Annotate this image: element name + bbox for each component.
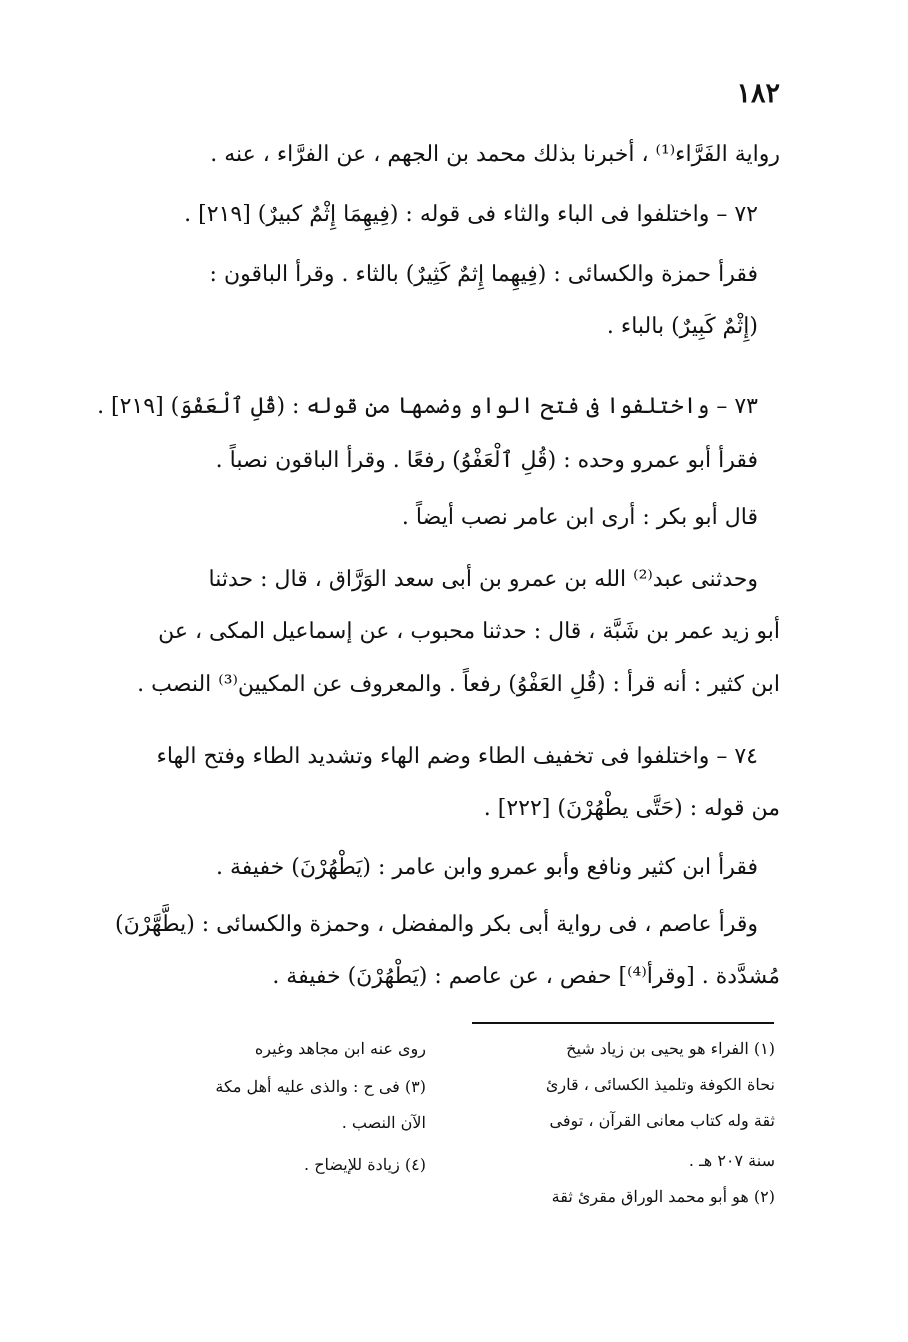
body-line: (إِثْمٌ كَبِيرٌ) بالباء . bbox=[606, 314, 758, 339]
body-line: وحدثنى عبد⁽²⁾ الله بن عمرو بن أبى سعد الوَرَّاق ، قال : حدثنا bbox=[208, 567, 758, 592]
footnote-line: الآن النصب . bbox=[341, 1113, 426, 1132]
footnote-line: (٤) زيادة للإيضاح . bbox=[304, 1155, 426, 1174]
body-line: مُشدَّدة . [وقرأ⁽⁴⁾] حفص ، عن عاصم : (يَطْهُرْنَ) خفيفة . bbox=[272, 964, 780, 989]
footnote-line: (٣) فى ح : والذى عليه أهل مكة bbox=[215, 1077, 426, 1096]
body-line: رواية الفَرَّاء⁽¹⁾ ، أخبرنا بذلك محمد بن الجهم ، عن الفرَّاء ، عنه . bbox=[210, 142, 780, 167]
body-line: ابن كثير : أنه قرأ : (قُلِ العَفْوُ) رفعاً . والمعروف عن المكيين⁽³⁾ النصب . bbox=[137, 672, 780, 697]
footnote-line: سنة ٢٠٧ هـ . bbox=[688, 1151, 775, 1170]
body-line: من قوله : (حَتَّى يطْهُرْنَ) [٢٢٢] . bbox=[483, 796, 780, 821]
body-line: قال أبو بكر : أرى ابن عامر نصب أيضاً . bbox=[401, 505, 758, 530]
body-line: ٧٤ – واختلفوا فى تخفيف الطاء وضم الهاء وتشديد الطاء وفتح الهاء bbox=[156, 744, 758, 769]
body-line: فقرأ حمزة والكسائى : (فِيهِما إِثمٌ كَثِيرٌ) بالثاء . وقرأ الباقون : bbox=[209, 262, 758, 287]
body-line: فقرأ أبو عمرو وحده : (قُلِ ٱلْعَفْوُ) رفعًا . وقرأ الباقون نصباً . bbox=[215, 448, 758, 473]
body-line: وقرأ عاصم ، فى رواية أبى بكر والمفضل ، وحمزة والكسائى : (يطَّهَّرْنَ) bbox=[115, 912, 758, 937]
footnote-line: نحاة الكوفة وتلميذ الكسائى ، قارئ bbox=[545, 1075, 775, 1094]
body-line: فقرأ ابن كثير ونافع وأبو عمرو وابن عامر : (يَطْهُرْنَ) خفيفة . bbox=[215, 855, 758, 880]
body-line: ٧٣ – واختلفوا فى فتح الواو وضمها من قوله : (قُلِ ٱلْعَفْوَ) [٢١٩] . bbox=[97, 394, 758, 419]
footnote-divider bbox=[472, 1022, 774, 1024]
body-line: ٧٢ – واختلفوا فى الباء والثاء فى قوله : (فِيهِمَا إِثْمٌ كبيرٌ) [٢١٩] . bbox=[184, 202, 758, 227]
footnote-line: ثقة وله كتاب معانى القرآن ، توفى bbox=[549, 1111, 775, 1130]
footnote-line: (١) الفراء هو يحيى بن زياد شيخ bbox=[566, 1039, 775, 1058]
footnote-line: (٢) هو أبو محمد الوراق مقرئ ثقة bbox=[551, 1187, 775, 1206]
page-number: ١٨٢ bbox=[736, 78, 780, 109]
body-line: أبو زيد عمر بن شَبَّة ، قال : حدثنا محبوب ، عن إسماعيل المكى ، عن bbox=[158, 619, 780, 644]
footnote-line: روى عنه ابن مجاهد وغيره bbox=[254, 1039, 426, 1058]
